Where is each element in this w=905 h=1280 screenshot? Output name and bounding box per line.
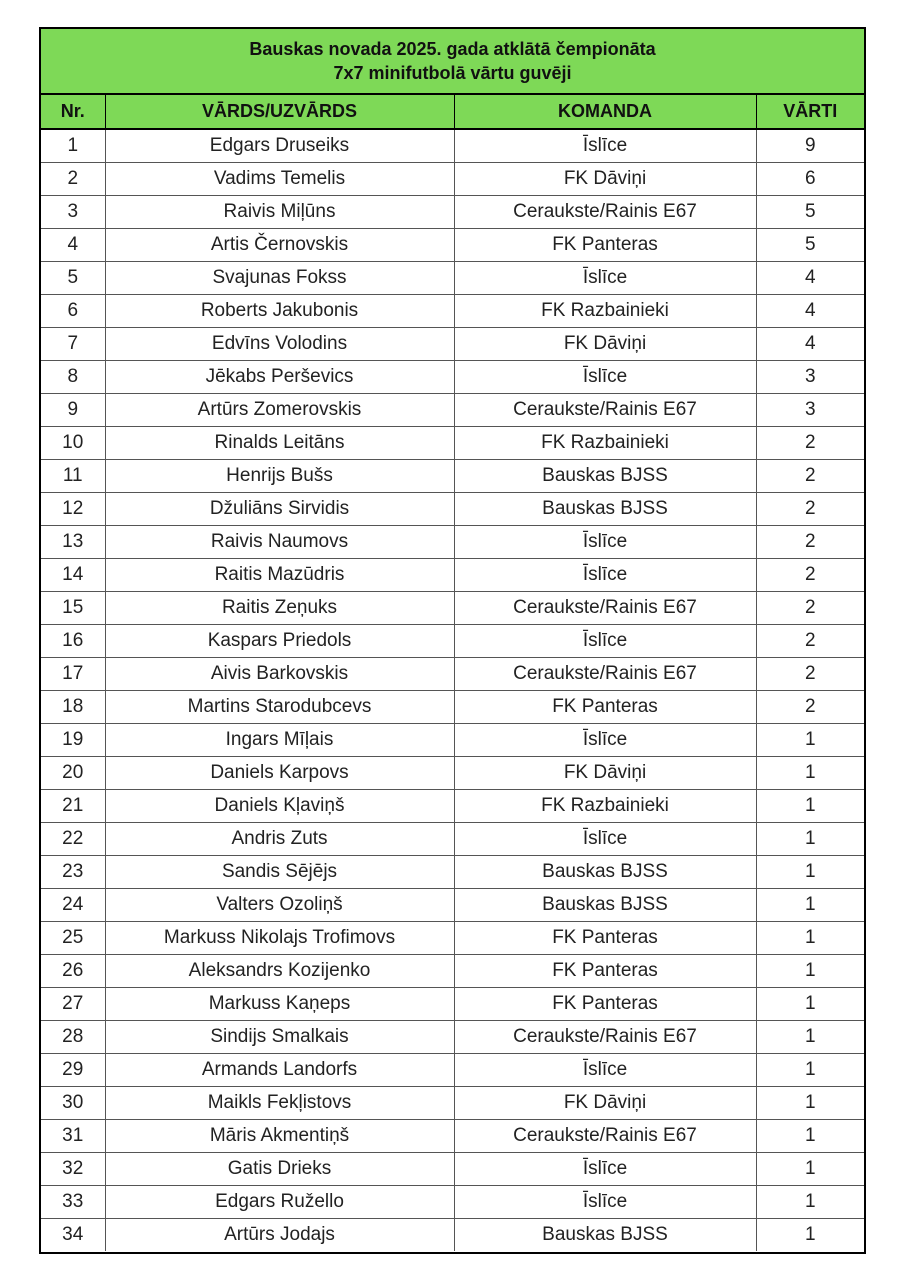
table-row — [41, 294, 864, 327]
table-row — [41, 855, 864, 888]
column-header-team: KOMANDA — [454, 95, 756, 129]
title-line-1: Bauskas novada 2025. gada atklātā čempionāta — [249, 39, 656, 59]
cell-nr: 21 — [41, 789, 105, 822]
column-header-nr: Nr. — [41, 95, 105, 129]
column-header-goals: VĀRTI — [756, 95, 864, 129]
cell-player-name: Edgars Ružello — [105, 1185, 454, 1218]
table-row — [41, 525, 864, 558]
cell-nr: 25 — [41, 921, 105, 954]
cell-team: Īslīce — [454, 1152, 756, 1185]
cell-player-name: Maikls Fekļistovs — [105, 1086, 454, 1119]
cell-team: Ceraukste/Rainis E67 — [454, 657, 756, 690]
cell-player-name: Valters Ozoliņš — [105, 888, 454, 921]
cell-player-name: Henrijs Bušs — [105, 459, 454, 492]
cell-goals: 1 — [756, 822, 864, 855]
cell-team: FK Panteras — [454, 228, 756, 261]
cell-player-name: Sandis Sējējs — [105, 855, 454, 888]
cell-goals: 5 — [756, 228, 864, 261]
cell-nr: 34 — [41, 1218, 105, 1251]
table-row — [41, 591, 864, 624]
cell-player-name: Edgars Druseiks — [105, 129, 454, 162]
cell-nr: 33 — [41, 1185, 105, 1218]
cell-player-name: Markuss Nikolajs Trofimovs — [105, 921, 454, 954]
cell-team: FK Razbainieki — [454, 426, 756, 459]
table-row — [41, 1185, 864, 1218]
table-row — [41, 360, 864, 393]
cell-team: Ceraukste/Rainis E67 — [454, 195, 756, 228]
table-row — [41, 723, 864, 756]
cell-goals: 1 — [756, 888, 864, 921]
cell-nr: 6 — [41, 294, 105, 327]
cell-player-name: Svajunas Fokss — [105, 261, 454, 294]
cell-player-name: Daniels Karpovs — [105, 756, 454, 789]
cell-goals: 2 — [756, 690, 864, 723]
cell-nr: 28 — [41, 1020, 105, 1053]
cell-player-name: Armands Landorfs — [105, 1053, 454, 1086]
cell-player-name: Sindijs Smalkais — [105, 1020, 454, 1053]
cell-nr: 16 — [41, 624, 105, 657]
table-row — [41, 1152, 864, 1185]
cell-goals: 1 — [756, 1119, 864, 1152]
table-row — [41, 756, 864, 789]
cell-team: Īslīce — [454, 261, 756, 294]
cell-nr: 20 — [41, 756, 105, 789]
cell-team: FK Dāviņi — [454, 756, 756, 789]
cell-goals: 2 — [756, 624, 864, 657]
cell-goals: 1 — [756, 954, 864, 987]
cell-goals: 1 — [756, 1086, 864, 1119]
cell-goals: 2 — [756, 492, 864, 525]
column-header-name: VĀRDS/UZVĀRDS — [105, 95, 454, 129]
cell-nr: 1 — [41, 129, 105, 162]
table-row — [41, 393, 864, 426]
cell-goals: 4 — [756, 294, 864, 327]
cell-goals: 1 — [804, 1223, 816, 1245]
cell-goals: 1 — [756, 921, 864, 954]
table-row — [41, 624, 864, 657]
table-row — [41, 690, 864, 723]
cell-goals: 1 — [756, 1020, 864, 1053]
cell-goals: 1 — [756, 1185, 864, 1218]
cell-team: Bauskas BJSS — [454, 459, 756, 492]
cell-nr: 15 — [41, 591, 105, 624]
table-row — [41, 261, 864, 294]
table-row — [41, 129, 864, 162]
table-row — [41, 921, 864, 954]
cell-goals: 1 — [756, 789, 864, 822]
cell-team: Īslīce — [454, 822, 756, 855]
cell-player-name: Māris Akmentiņš — [105, 1119, 454, 1152]
cell-team: FK Dāviņi — [454, 327, 756, 360]
cell-goals: 1 — [756, 1152, 864, 1185]
cell-team: Īslīce — [454, 525, 756, 558]
table-row — [41, 822, 864, 855]
cell-goals: 2 — [756, 558, 864, 591]
cell-player-name: Daniels Kļaviņš — [105, 789, 454, 822]
cell-player-name: Aleksandrs Kozijenko — [105, 954, 454, 987]
cell-goals: 1 — [756, 987, 864, 1020]
cell-player-name: Aivis Barkovskis — [105, 657, 454, 690]
cell-goals: 2 — [756, 591, 864, 624]
cell-player-name: Raitis Zeņuks — [105, 591, 454, 624]
table-row — [41, 492, 864, 525]
table-row — [41, 1119, 864, 1152]
cell-nr: 8 — [41, 360, 105, 393]
cell-nr: 27 — [41, 987, 105, 1020]
cell-goals: 9 — [756, 129, 864, 162]
cell-nr: 31 — [41, 1119, 105, 1152]
cell-team: FK Panteras — [454, 987, 756, 1020]
cell-nr: 32 — [41, 1152, 105, 1185]
cell-player-name: Roberts Jakubonis — [105, 294, 454, 327]
cell-team: Īslīce — [454, 129, 756, 162]
cell-nr: 22 — [41, 822, 105, 855]
cell-team: Ceraukste/Rainis E67 — [454, 393, 756, 426]
table-row — [41, 1020, 864, 1053]
cell-team: FK Panteras — [454, 690, 756, 723]
cell-nr: 9 — [41, 393, 105, 426]
table-row — [41, 327, 864, 360]
cell-team: FK Dāviņi — [454, 1086, 756, 1119]
cell-nr: 7 — [41, 327, 105, 360]
cell-team: Īslīce — [454, 1053, 756, 1086]
cell-nr: 13 — [41, 525, 105, 558]
cell-nr: 30 — [41, 1086, 105, 1119]
cell-player-name: Martins Starodubcevs — [105, 690, 454, 723]
cell-nr: 19 — [41, 723, 105, 756]
cell-goals: 2 — [756, 459, 864, 492]
cell-team: Īslīce — [454, 723, 756, 756]
cell-player-name: Andris Zuts — [105, 822, 454, 855]
cell-player-name: Artūrs Zomerovskis — [105, 393, 454, 426]
table-row — [41, 1086, 864, 1119]
table-row — [41, 987, 864, 1020]
cell-nr: 14 — [41, 558, 105, 591]
table-row — [41, 426, 864, 459]
title-line-2: 7x7 minifutbolā vārtu guvēji — [333, 63, 572, 83]
cell-team: Īslīce — [454, 360, 756, 393]
cell-team: Īslīce — [454, 1185, 756, 1218]
cell-nr: 12 — [41, 492, 105, 525]
cell-team: Ceraukste/Rainis E67 — [454, 591, 756, 624]
cell-player-name: Raivis Naumovs — [105, 525, 454, 558]
cell-nr: 5 — [41, 261, 105, 294]
cell-player-name: Raitis Mazūdris — [105, 558, 454, 591]
table-row — [41, 888, 864, 921]
scorers-sheet — [39, 27, 866, 1254]
cell-goals: 2 — [756, 657, 864, 690]
cell-nr: 10 — [41, 426, 105, 459]
cell-goals: 4 — [756, 327, 864, 360]
cell-player-name: Rinalds Leitāns — [105, 426, 454, 459]
cell-player-name: Gatis Drieks — [105, 1152, 454, 1185]
table-row — [41, 558, 864, 591]
cell-nr: 18 — [41, 690, 105, 723]
cell-player-name: Raivis Miļūns — [105, 195, 454, 228]
cell-team: Īslīce — [454, 558, 756, 591]
table-body — [41, 129, 864, 1251]
cell-goals: 1 — [756, 1053, 864, 1086]
cell-goals: 6 — [756, 162, 864, 195]
cell-goals: 4 — [756, 261, 864, 294]
cell-player-name: Džuliāns Sirvidis — [105, 492, 454, 525]
cell-goals: 1 — [756, 855, 864, 888]
cell-player-name: Jēkabs Perševics — [105, 360, 454, 393]
table-row — [41, 162, 864, 195]
scorers-table — [41, 95, 864, 1251]
table-row — [41, 195, 864, 228]
cell-nr: 3 — [41, 195, 105, 228]
table-row — [41, 954, 864, 987]
cell-team: FK Dāviņi — [454, 162, 756, 195]
cell-goals: 3 — [756, 360, 864, 393]
cell-team: FK Panteras — [454, 921, 756, 954]
header-row — [41, 95, 864, 129]
cell-nr: 23 — [41, 855, 105, 888]
table-row — [41, 657, 864, 690]
cell-player-name: Vadims Temelis — [105, 162, 454, 195]
table-title — [41, 29, 864, 95]
cell-team: Bauskas BJSS — [454, 888, 756, 921]
cell-team: Ceraukste/Rainis E67 — [454, 1020, 756, 1053]
cell-team: FK Razbainieki — [454, 294, 756, 327]
cell-team: Ceraukste/Rainis E67 — [454, 1119, 756, 1152]
cell-player-name: Markuss Kaņeps — [105, 987, 454, 1020]
cell-player-name: Kaspars Priedols — [105, 624, 454, 657]
cell-nr: 4 — [41, 228, 105, 261]
table-row — [41, 1053, 864, 1086]
table-row — [41, 1218, 864, 1251]
cell-team: Bauskas BJSS — [454, 1218, 756, 1251]
cell-team: Bauskas BJSS — [454, 492, 756, 525]
cell-nr: 29 — [41, 1053, 105, 1086]
cell-team: Īslīce — [454, 624, 756, 657]
table-row — [41, 789, 864, 822]
cell-player-name: Edvīns Volodins — [105, 327, 454, 360]
cell-nr: 26 — [41, 954, 105, 987]
cell-goals: 3 — [756, 393, 864, 426]
cell-nr: 17 — [41, 657, 105, 690]
cell-team: FK Panteras — [454, 954, 756, 987]
cell-nr: 24 — [41, 888, 105, 921]
cell-nr: 11 — [41, 459, 105, 492]
cell-goals: 2 — [756, 426, 864, 459]
cell-goals: 1 — [756, 756, 864, 789]
table-row — [41, 228, 864, 261]
cell-player-name: Ingars Mīļais — [105, 723, 454, 756]
cell-goals: 2 — [756, 525, 864, 558]
cell-team: Bauskas BJSS — [454, 855, 756, 888]
cell-player-name: Artis Černovskis — [105, 228, 454, 261]
table-row — [41, 459, 864, 492]
cell-nr: 2 — [41, 162, 105, 195]
cell-goals: 1 — [756, 723, 864, 756]
cell-player-name: Artūrs Jodajs — [105, 1218, 454, 1251]
cell-team: FK Razbainieki — [454, 789, 756, 822]
cell-goals: 5 — [756, 195, 864, 228]
